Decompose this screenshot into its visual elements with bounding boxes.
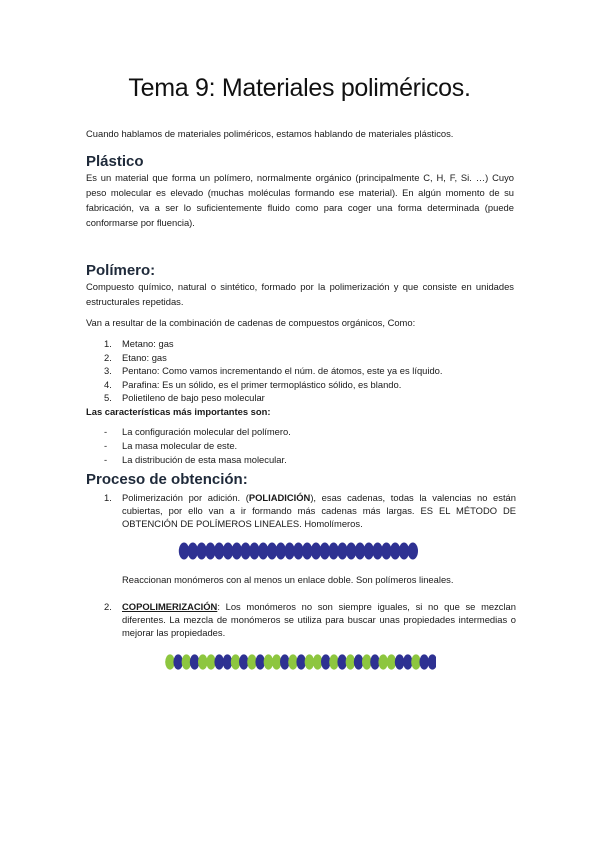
monomer-green (387, 654, 397, 669)
list-item: - La distribución de esta masa molecular. (104, 453, 287, 465)
page-title: Tema 9: Materiales poliméricos. (128, 74, 471, 102)
monomer-green (182, 654, 192, 669)
monomer-blue (214, 654, 224, 669)
monomer-blue (428, 654, 436, 669)
monomer-green (411, 654, 421, 669)
plastico-paragraph: Es un material que forma un polímero, normalmente orgánico (principalmente C, H, F, Si. …) Cuyo peso molecular es elevado (muchas moléculas formando ese material). En algún momento de su fabricación, va a ser lo suficientemente fluido como para coger una forma determinada (puede conformarse por fluencia). (86, 172, 514, 228)
monomer-green (305, 654, 315, 669)
process-step-2: 2. COPOLIMERIZACIÓN: Los monómeros no son siempre iguales, si no que se mezclan diferentes. La mezcla de monómeros se utiliza para buscar unas propiedades intermedias o mejorar las propiedades. (104, 601, 516, 639)
heading-plastico: Plástico (86, 153, 144, 170)
monomer-blue (296, 654, 306, 669)
list-item: 5. Polietileno de bajo peso molecular (104, 392, 265, 404)
process-step-1: 1. Polimerización por adición. (POLIADICIÓN), esas cadenas, todas la valencias no están cubiertas, por ello van a ir formando más cadenas más largas. ES EL MÉTODO DE OBTENCIÓN DE POLÍMEROS LINEALES. Homolímeros. (104, 492, 516, 530)
compounds-list (104, 337, 516, 405)
monomer-blue (354, 654, 364, 669)
copolymer-chain-illustration (164, 653, 436, 671)
monomer-green (288, 654, 298, 669)
list-item: 1. Metano: gas (104, 338, 174, 349)
monomer-blue (280, 654, 290, 669)
monomer-green (272, 654, 282, 669)
monomer-green (231, 654, 241, 669)
characteristics-heading: Las características más importantes son: (86, 406, 271, 417)
monomer-green (264, 654, 274, 669)
list-item: - La masa molecular de este. (104, 439, 238, 451)
monomer-blue (419, 654, 429, 669)
intro-paragraph: Cuando hablamos de materiales poliméricos, estamos hablando de materiales plásticos. (86, 128, 454, 139)
monomer-blue (239, 654, 249, 669)
monomer-green (247, 654, 257, 669)
monomer-blue (321, 654, 331, 669)
monomer-blue (403, 654, 413, 669)
combination-intro: Van a resultar de la combinación de cadenas de compuestos orgánicos, Como: (86, 317, 416, 328)
monomer-green (198, 654, 208, 669)
heading-proceso: Proceso de obtención: (86, 471, 248, 488)
list-item: 2. Etano: gas (104, 351, 167, 363)
monomer-blue (408, 543, 418, 560)
monomer-green (346, 654, 356, 669)
characteristics-list (104, 425, 516, 466)
monomer-green (165, 654, 175, 669)
list-item: 3. Pentano: Como vamos incrementando el núm. de átomos, este ya es líquido. (104, 365, 443, 377)
monomer-green (329, 654, 339, 669)
list-item: - La configuración molecular del polímero. (104, 426, 291, 437)
heading-polimero: Polímero: (86, 262, 156, 279)
monomer-green (313, 654, 323, 669)
monomer-blue (255, 654, 265, 669)
monomer-blue (370, 654, 380, 669)
monomer-blue (223, 654, 233, 669)
list-item: 4. Parafina: Es un sólido, es el primer termoplástico sólido, es blando. (104, 378, 402, 390)
monomer-green (362, 654, 372, 669)
monomer-blue (395, 654, 405, 669)
polimero-paragraph: Compuesto químico, natural o sintético, formado por la polimerización y que consiste en unidades estructurales repetidas. (86, 281, 514, 307)
monomer-blue (190, 654, 200, 669)
homopolymer-caption: Reaccionan monómeros con al menos un enlace doble. Son polímeros lineales. (122, 574, 454, 585)
monomer-green (206, 654, 216, 669)
monomer-blue (173, 654, 183, 669)
homopolymer-chain-illustration (178, 541, 418, 561)
monomer-blue (337, 654, 347, 669)
monomer-green (378, 654, 388, 669)
